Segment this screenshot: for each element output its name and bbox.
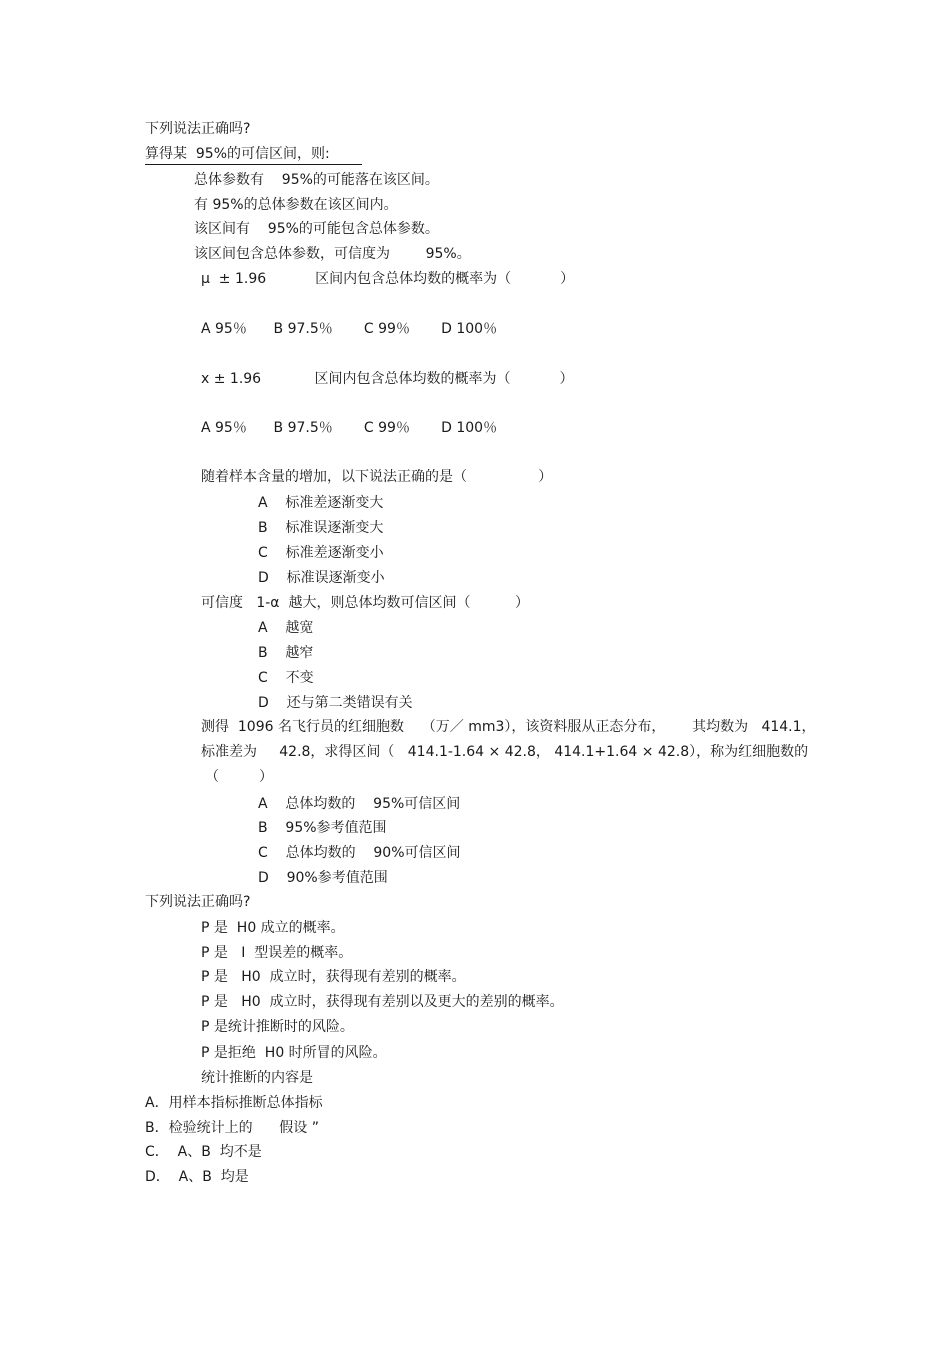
q1-stem: 算得某 95%的可信区间，则: xyxy=(145,145,362,165)
q2-stem: μ ± 1.96 区间内包含总体均数的概率为（ ） xyxy=(201,271,575,287)
q6-option: A 总体均数的 95%可信区间 xyxy=(258,796,461,812)
q5-stem: 可信度 1-α 越大，则总体均数可信区间（ ） xyxy=(201,595,529,611)
q6-option: B 95%参考值范围 xyxy=(258,820,387,836)
q7-item: P 是 Ⅰ 型误差的概率。 xyxy=(201,945,353,961)
q5-option: C 不变 xyxy=(258,670,314,686)
q6-stem-line: 标准差为 42.8，求得区间（ 414.1-1.64 × 42.8， 414.1+1.64 × 42.8），称为红细胞数的 xyxy=(201,744,809,760)
q7-item: P 是 H0 成立的概率。 xyxy=(201,920,345,936)
q8-stem: 统计推断的内容是 xyxy=(201,1070,313,1086)
q6-stem-line: （ ） xyxy=(205,769,274,785)
q1-item: 该区间包含总体参数，可信度为 95%。 xyxy=(194,246,471,262)
q8-option: A．用样本指标推断总体指标 xyxy=(145,1095,323,1111)
q4-stem: 随着样本含量的增加，以下说法正确的是（ ） xyxy=(201,469,553,485)
q4-option: C 标准差逐渐变小 xyxy=(258,545,384,561)
q6-option: C 总体均数的 90%可信区间 xyxy=(258,845,461,861)
q4-option: B 标准误逐渐变大 xyxy=(258,520,384,536)
q7-item: P 是 H0 成立时，获得现有差别的概率。 xyxy=(201,969,466,985)
q1-title: 下列说法正确吗? xyxy=(145,121,251,137)
q5-option: D 还与第二类错误有关 xyxy=(258,695,413,711)
q3-options: A 95％ B 97.5％ C 99％ D 100％ xyxy=(201,420,498,436)
q7-title: 下列说法正确吗? xyxy=(145,894,251,910)
q8-option: B．检验统计上的 假设 ” xyxy=(145,1120,320,1136)
q1-item: 总体参数有 95%的可能落在该区间。 xyxy=(194,172,439,188)
q8-option: C． A、B 均不是 xyxy=(145,1144,262,1160)
q5-option: B 越窄 xyxy=(258,645,314,661)
q7-item: P 是 H0 成立时，获得现有差别以及更大的差别的概率。 xyxy=(201,994,564,1010)
q4-option: A 标准差逐渐变大 xyxy=(258,495,384,511)
q8-option: D． A、B 均是 xyxy=(145,1169,249,1185)
q6-stem-line: 测得 1096 名飞行员的红细胞数 （万／ mm3），该资料服从正态分布， 其均数为 414.1， xyxy=(201,719,816,735)
q6-option: D 90%参考值范围 xyxy=(258,870,388,886)
q3-stem: x ± 1.96 区间内包含总体均数的概率为（ ） xyxy=(201,371,574,387)
q7-item: P 是统计推断时的风险。 xyxy=(201,1019,354,1035)
q7-item: P 是拒绝 H0 时所冒的风险。 xyxy=(201,1045,387,1061)
q2-options: A 95％ B 97.5％ C 99％ D 100％ xyxy=(201,321,498,337)
q1-item: 该区间有 95%的可能包含总体参数。 xyxy=(194,221,439,237)
q5-option: A 越宽 xyxy=(258,620,314,636)
q1-item: 有 95%的总体参数在该区间内。 xyxy=(194,197,398,213)
q4-option: D 标准误逐渐变小 xyxy=(258,570,385,586)
